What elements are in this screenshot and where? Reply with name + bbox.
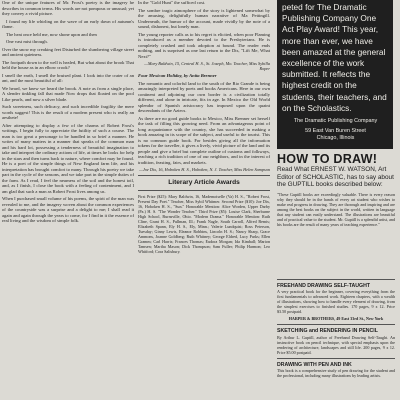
book-desc-sketching: By Arthur L. Guptill, author of Freehand Drawing Self-Taught. An instructive book on pencil technique, with special emphasis upon the rendering of architecture, landscapes and still life. 200 pages, 9 x 12. Price $5.00 postpaid.	[277, 334, 395, 355]
review-paragraph: The romantic and colorful land to the south of the Rio Grande is being amazingly interpreted by poets and books Americans. Here in our own continent and adjoining our own border is a civilization totally different, and alone in intricate, fits in age. In Mexico the Old World splendor of Spanish aristocracy has imposed upon the quaint descendants of the Aztecs.	[138, 80, 270, 113]
divider	[277, 279, 395, 280]
review-paragraph: The sombre tragic atmosphere of the story is lightened somewhat by the amusing, delightfully human narrative of Ma Pettingill. Underneath, the humor of the account, made vividly by the note of a sound, dishonest, but lonely man.	[138, 7, 270, 29]
how-to-draw-body: "These Guptill books are exceedingly valuable. There is every reason why they should be in the hands of every art student who wishes to make real progress in drawing. They are thorough and inspiring and are among the best books on the subject in the world, written in language that any student can easily understand. The illustrations are beautiful and of practical value to the student. Mr. Guptill is a splendid artist, and his books are the result of many years of teaching experience."	[277, 191, 395, 227]
review-paragraph: The young reporter calls as to his regret is elicited, when poor Flaming is introduced as a member devoted to the Presbyterians. He is completely crushed and took adoption at bound. The reader ends nothing, and is surprised as one last return to the Dis, "Lift Me, What Next?"	[138, 31, 270, 59]
literary-awards-heading: Literary Article Awards	[168, 179, 240, 186]
company-address: 59 East Van Buren Street	[305, 128, 366, 135]
poem-quote-4: I smell the earth, I smell the bruised plant. I look into the crater of an ant, and the most beautiful of all:	[2, 72, 134, 83]
article-column-reviews	[138, 0, 270, 400]
divider	[277, 324, 395, 325]
article-column-frost	[2, 0, 134, 400]
poem-quote-3: The footpath down to the well is healed, But what about the brook That held the house as in an elbow crook?	[2, 59, 134, 70]
poem-quote-1	[2, 19, 134, 45]
book-title-sketching: SKETCHING and RENDERING IN PENCIL	[277, 328, 378, 335]
article-paragraph: After attempting to display a few of the charms of Robert Frost's writings, I begin fully to appreciate the futility of such a course. The man is too great a personage to be handled in so brief a manner. He writes of many matters in a manner that speaks of the common man and his hard lot, possessing a tenderness of beautiful imagination to take and interpret the ordinary actions of life, at times he looks for help in the stars and then turns back to nature, where comfort may be found. He is a poet of the simple things of New England farm life, and his interpretation has brought comfort to many. Through his poetry we take part in the cycle of the seasons, and we take part in the simple duties of the farm. As I read, I feel the nearness of the soil and the honest toil, and, as I finish, I close the book with a feeling of contentment, and I am glad that such a man as Robert Frost lives among us.	[2, 122, 134, 194]
dramatic-publishing-ad	[277, 0, 393, 149]
article-paragraph: Such sweetness, such delicacy, and such incredible fragility the mere words suggest! This is the result of a modern present who is really an aesthete!	[2, 104, 134, 120]
how-to-draw-title: HOW TO DRAW!	[277, 152, 378, 166]
divider	[138, 175, 270, 176]
award-announcement: peted for The Dramatic Publishing Company One Act Play Award! This year, more than ever, we have been amazed at the general excellence of the work submitted. It reflects the highest credit on the students, their teachers, and on the Scholastics.	[282, 2, 387, 113]
article-paragraph: One of the unique features of Mr. Frost's poetry is the imagery he describes in common terms. His words are not pompous or unusual; yet they convey a vivid picture.	[2, 0, 134, 16]
poem-quote-5: We heard, we knew we heard the brook. A note as from a single place, A slender tinkling fall that made Now drops that floated on the pool Like pearls, and now a silver blade.	[2, 85, 134, 102]
divider	[277, 358, 395, 359]
review-heading: Four Mexican Holiday, by Anita Brenner	[138, 73, 217, 78]
book-desc-pen-ink: This book is a comprehensive study of pen drawing for the student and the professional, including many illustrations by leading artists.	[277, 368, 395, 379]
poem-line: The heat once held me, now shone upon and then	[6, 31, 97, 37]
publisher-line: HARPER & BROTHERS, 49 East 33rd St., New York	[288, 316, 384, 322]
ads-column	[273, 0, 398, 400]
book-desc-freehand: A very practical book for the beginner, covering everything from the first fundamentals to advanced work. Eighteen chapters, with a wealth of illustrations, showing how to handle every element of drawing, from the simplest exercises to finished studies. 170 pages, 9 x 12. Price $3.50 postpaid.	[277, 289, 395, 315]
book-ads	[277, 276, 395, 380]
awards-list: First Prize ($25): Mary Baldwin, 16, Mademoiselle (Va) H. S., "Robert Frost, Present Day Poet." Teacher, Miss Sybil Whitmer. Second Prize ($10): Joe Dix, 16, Hoboken H. S., "Sun." Honorable Mention: Alice Worden, Upper Darby (Pa.) H. S. "The Wonder Teacher." Third Prize ($5): Louise Clark, Sherburne High School, Burnsville, Ohio. "Modern Drama." Honorable Mention: Ruth Cline, Grant H. S., Pullman, Ill.; Frank Nagle, South Carroll, Alfred Bemis; Elizabeth Spann, Ely H. S., Ely, Minn.; Valerie Lundquist; Ross Peterson, Tuesday; Ginny Lewis, Eleanor Robbins, Lincoln H. S.; Nancy Sharp, Grace Ammons, Joanne Goldberg; Ruth Whitney; George Eldred, Lucy Parks; Ellen Gramm; Carl Harris; Frances Thomas; Eudora Morgan; Ida Kimball; Marion Tamsen; Martha Mason; Dick Thompson; Sam Fuller; Philip Harmon; Leo Whitford; Cora Salisbury.	[138, 193, 270, 254]
company-city: Chicago, Illinois	[316, 135, 355, 142]
poem-line: One vast mist through.	[6, 39, 48, 44]
book-title-pen-ink: DRAWING WITH PEN AND INK	[277, 361, 352, 368]
book-title-freehand: FREEHAND DRAWING SELF-TAUGHT	[277, 283, 370, 289]
article-paragraph: When I purchased small volume of his poems, the spirit of the man was revealed to me, and the imagery woven about the common experiences of the countryside was a surprise and a delight to me; I shall read it again and again through the years to come, for I find in it the essence of real living and the wisdom of simple folk.	[2, 196, 134, 223]
author-signature: —Joe Dix, 16, Hoboken H. S., Hoboken, N. J. Teacher, Miss Helen Sampson	[139, 167, 270, 172]
how-to-draw-subtitle: Read What ERNEST W. WATSON, Art Editor of SCHOLASTIC, has to say about the GUPTILL books described below:	[277, 166, 394, 189]
poem-line: I found my life whirling on the wave of an early dawn of autumn's flame.	[2, 18, 134, 29]
poem-quote-2: Over the snow my creaking feet Disturbed the slumbering village street and ancient quietness.	[2, 46, 134, 57]
divider	[138, 190, 270, 191]
review-paragraph: As there are no good guide books to Mexico, Miss Brenner set herself the task of filling this growing need. From an advantageous point of long acquaintance with the country, she has succeeded in making a book amazing in its scope of the subject, and useful to the tourist. This is no common guide book. For besides giving all the information tokens for the traveller, it gives a lively, vivid picture of the land and its people and give a brief but complete outline of customs and folkways, teaching a rich tradition of one of our neighbors, and in the interest of tradition, feasting, fairs, and markets.	[138, 115, 270, 165]
company-name: The Dramatic Publishing Company	[293, 118, 378, 125]
how-to-draw-ad	[277, 152, 395, 229]
author-signature: —Mary Baldwin, 15, Central H. S., St. Joseph, Mo. Teacher, Miss Sybilla Roper	[144, 61, 270, 71]
review-paragraph: In the "Gold Hunt" the sufficed cost.	[138, 0, 206, 5]
